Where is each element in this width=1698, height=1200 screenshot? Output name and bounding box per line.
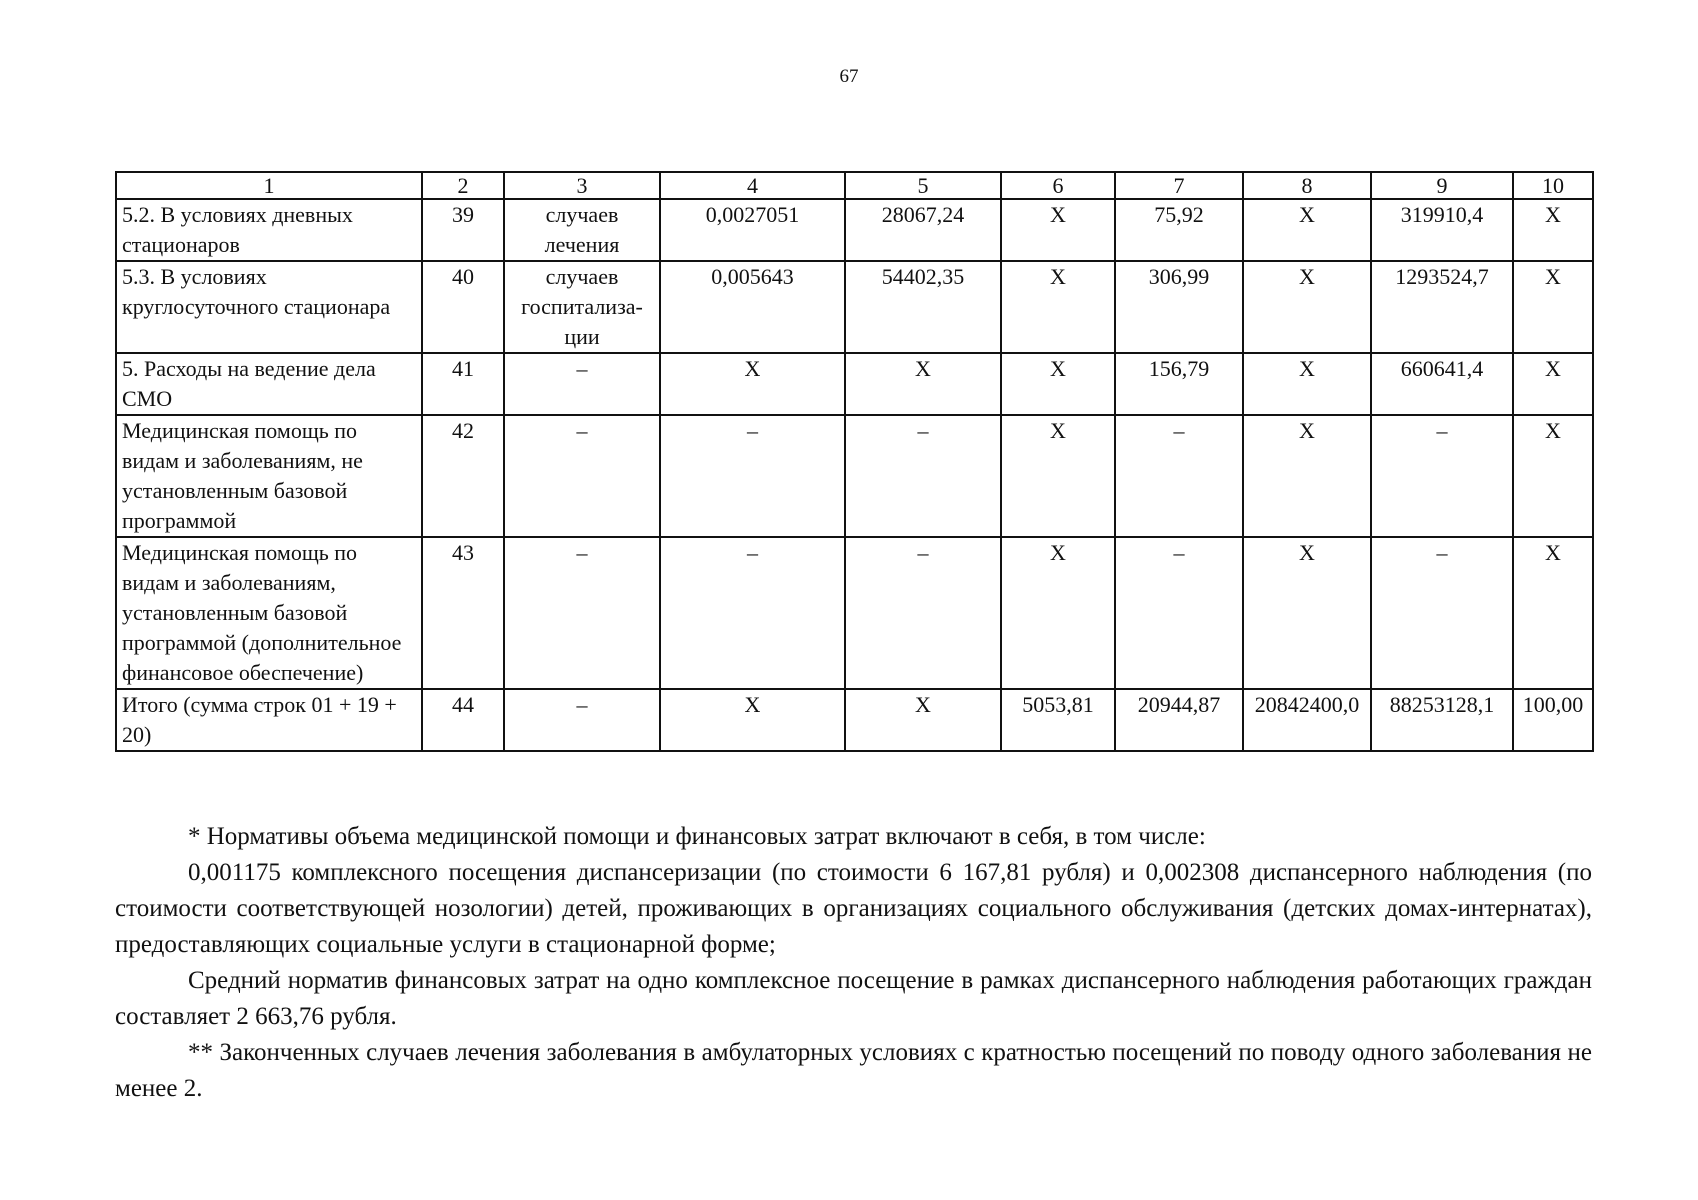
column-number: 9 [1371,172,1513,199]
table-cell: – [845,415,1001,537]
table-cell: 0,0027051 [660,199,845,261]
row-title: 5.3. В условиях круглосуточного стационара [116,261,422,353]
table-cell: Х [1243,353,1371,415]
table-cell: 42 [422,415,504,537]
footnote-paragraph: ** Законченных случаев лечения заболевания в амбулаторных условиях с кратностью посещений по поводу одного заболевания не менее 2. [115,1039,1592,1102]
table-row [116,537,1593,689]
column-number: 5 [845,172,1001,199]
table-cell: – [1371,537,1513,689]
table-cell: 20944,87 [1115,689,1243,751]
table-cell: Х [1513,353,1593,415]
data-table [115,171,1594,752]
column-number: 2 [422,172,504,199]
table-cell: Х [1243,261,1371,353]
table-cell: – [660,537,845,689]
table-cell: 28067,24 [845,199,1001,261]
table-cell: Х [845,689,1001,751]
table-cell: – [504,689,660,751]
column-number: 3 [504,172,660,199]
table-cell: 5053,81 [1001,689,1115,751]
table-cell: – [504,415,660,537]
table-cell: – [504,353,660,415]
column-number: 1 [116,172,422,199]
table-cell: 40 [422,261,504,353]
table-cell: 306,99 [1115,261,1243,353]
table-cell: Х [1001,261,1115,353]
footnotes [115,819,1592,1107]
table-cell: – [1371,415,1513,537]
table-row [116,415,1593,537]
table-cell: – [660,415,845,537]
column-number: 6 [1001,172,1115,199]
row-title: Медицинская помощь по видам и заболеваниям, не установленным базовой программой [116,415,422,537]
table-cell: 660641,4 [1371,353,1513,415]
table-cell: Х [1243,537,1371,689]
table-cell: 41 [422,353,504,415]
table-cell: Х [1001,537,1115,689]
footnote-paragraph: Средний норматив финансовых затрат на одно комплексное посещение в рамках диспансерного наблюдения работающих граждан составляет 2 663,76 рубля. [115,967,1592,1030]
table-cell: 54402,35 [845,261,1001,353]
page-number: 67 [839,66,859,87]
table-cell: – [1115,537,1243,689]
table-cell: Х [1001,415,1115,537]
table-cell: Х [1001,353,1115,415]
footnote-paragraph: 0,001175 комплексного посещения диспансеризации (по стоимости 6 167,81 рубля) и 0,002308 диспансерного наблюдения (по стоимости соответствующей нозологии) детей, проживающих в организациях социального обслуживания (детских домах-интернатах), предоставляющих социальные услуги в стационарной форме; [115,859,1592,958]
table-cell: 43 [422,537,504,689]
table-cell: случаев госпитализа-ции [504,261,660,353]
column-number: 10 [1513,172,1593,199]
table-cell: Х [1513,199,1593,261]
table-cell: 0,005643 [660,261,845,353]
table-cell: – [504,537,660,689]
table-cell: Х [1243,199,1371,261]
column-number: 7 [1115,172,1243,199]
table-cell: Х [1513,415,1593,537]
table-cell: Х [1513,537,1593,689]
table-cell: Х [660,353,845,415]
table-cell: 319910,4 [1371,199,1513,261]
table-cell: – [1115,415,1243,537]
table-row [116,353,1593,415]
table-cell: 1293524,7 [1371,261,1513,353]
row-title: Медицинская помощь по видам и заболеваниям, установленным базовой программой (дополнительное финансовое обеспечение) [116,537,422,689]
footnote-paragraph: * Нормативы объема медицинской помощи и финансовых затрат включают в себя, в том числе: [188,823,1206,850]
row-title: Итого (сумма строк 01 + 19 + 20) [116,689,422,751]
column-number: 4 [660,172,845,199]
table-cell: 100,00 [1513,689,1593,751]
table-header-row [116,172,1593,199]
table-cell: 88253128,1 [1371,689,1513,751]
table-row-total [116,689,1593,751]
table-cell: 156,79 [1115,353,1243,415]
row-title: 5.2. В условиях дневных стационаров [116,199,422,261]
table-cell: 39 [422,199,504,261]
table-cell: Х [1001,199,1115,261]
table-cell: Х [1243,415,1371,537]
table-cell: Х [845,353,1001,415]
table-cell: Х [1513,261,1593,353]
table-row [116,261,1593,353]
table-cell: – [845,537,1001,689]
table-cell: 44 [422,689,504,751]
table-cell: 20842400,0 [1243,689,1371,751]
table-cell: 75,92 [1115,199,1243,261]
column-number: 8 [1243,172,1371,199]
table-row [116,199,1593,261]
row-title: 5. Расходы на ведение дела СМО [116,353,422,415]
table-cell: Х [660,689,845,751]
table-cell: случаев лечения [504,199,660,261]
